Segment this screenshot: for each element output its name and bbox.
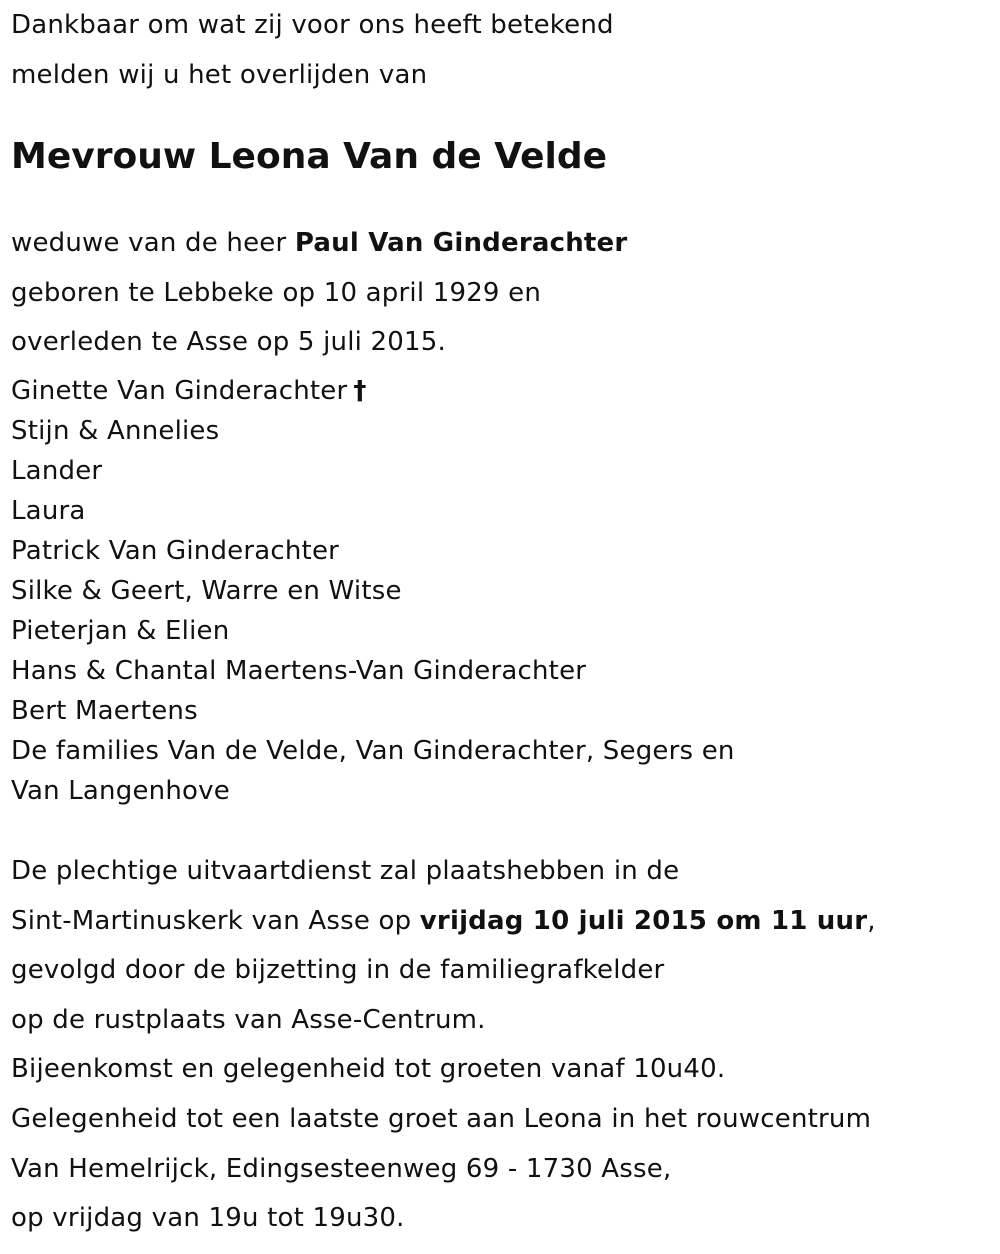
cross-icon: † <box>353 376 367 406</box>
service-line-8: op vrijdag van 19u tot 19u30. <box>11 1203 405 1233</box>
family-member: De families Van de Velde, Van Ginderachter, Segers en <box>11 736 735 766</box>
widow-prefix: weduwe van de heer <box>11 228 295 258</box>
spouse-name: Paul Van Ginderachter <box>294 228 628 258</box>
service-datetime: vrijdag 10 juli 2015 om 11 uur <box>419 906 868 936</box>
family-member: Patrick Van Ginderachter <box>11 536 340 566</box>
family-member: Silke & Geert, Warre en Witse <box>11 576 402 606</box>
service-line-7: Van Hemelrijck, Edingsesteenweg 69 - 1730 Asse, <box>11 1154 672 1184</box>
family-member: Van Langenhove <box>11 776 230 806</box>
service-line-2 <box>11 904 876 938</box>
service-comma: , <box>867 906 876 936</box>
family-member: Bert Maertens <box>11 696 198 726</box>
death-line: overleden te Asse op 5 juli 2015. <box>11 327 446 357</box>
service-line-1: De plechtige uitvaartdienst zal plaatshebben in de <box>11 856 680 886</box>
family-member: Stijn & Annelies <box>11 416 220 446</box>
service-church: Sint-Martinuskerk van Asse op <box>11 906 420 936</box>
intro-line-1: Dankbaar om wat zij voor ons heeft betekend <box>11 10 614 40</box>
family-member: Pieterjan & Elien <box>11 616 230 646</box>
family-member: Hans & Chantal Maertens-Van Ginderachter <box>11 656 587 686</box>
intro-line-2: melden wij u het overlijden van <box>11 60 428 90</box>
family-member: Laura <box>11 496 86 526</box>
family-member: Lander <box>11 456 103 486</box>
service-line-3: gevolgd door de bijzetting in de familiegrafkelder <box>11 955 665 985</box>
service-line-4: op de rustplaats van Asse-Centrum. <box>11 1005 486 1035</box>
service-line-5: Bijeenkomst en gelegenheid tot groeten vanaf 10u40. <box>11 1054 726 1084</box>
family-first-line <box>11 374 367 408</box>
widow-line <box>11 226 627 260</box>
birth-line: geboren te Lebbeke op 10 april 1929 en <box>11 278 542 308</box>
deceased-name: Mevrouw Leona Van de Velde <box>11 136 608 177</box>
service-line-6: Gelegenheid tot een laatste groet aan Leona in het rouwcentrum <box>11 1104 872 1134</box>
family-first-name: Ginette Van Ginderachter <box>11 376 348 406</box>
